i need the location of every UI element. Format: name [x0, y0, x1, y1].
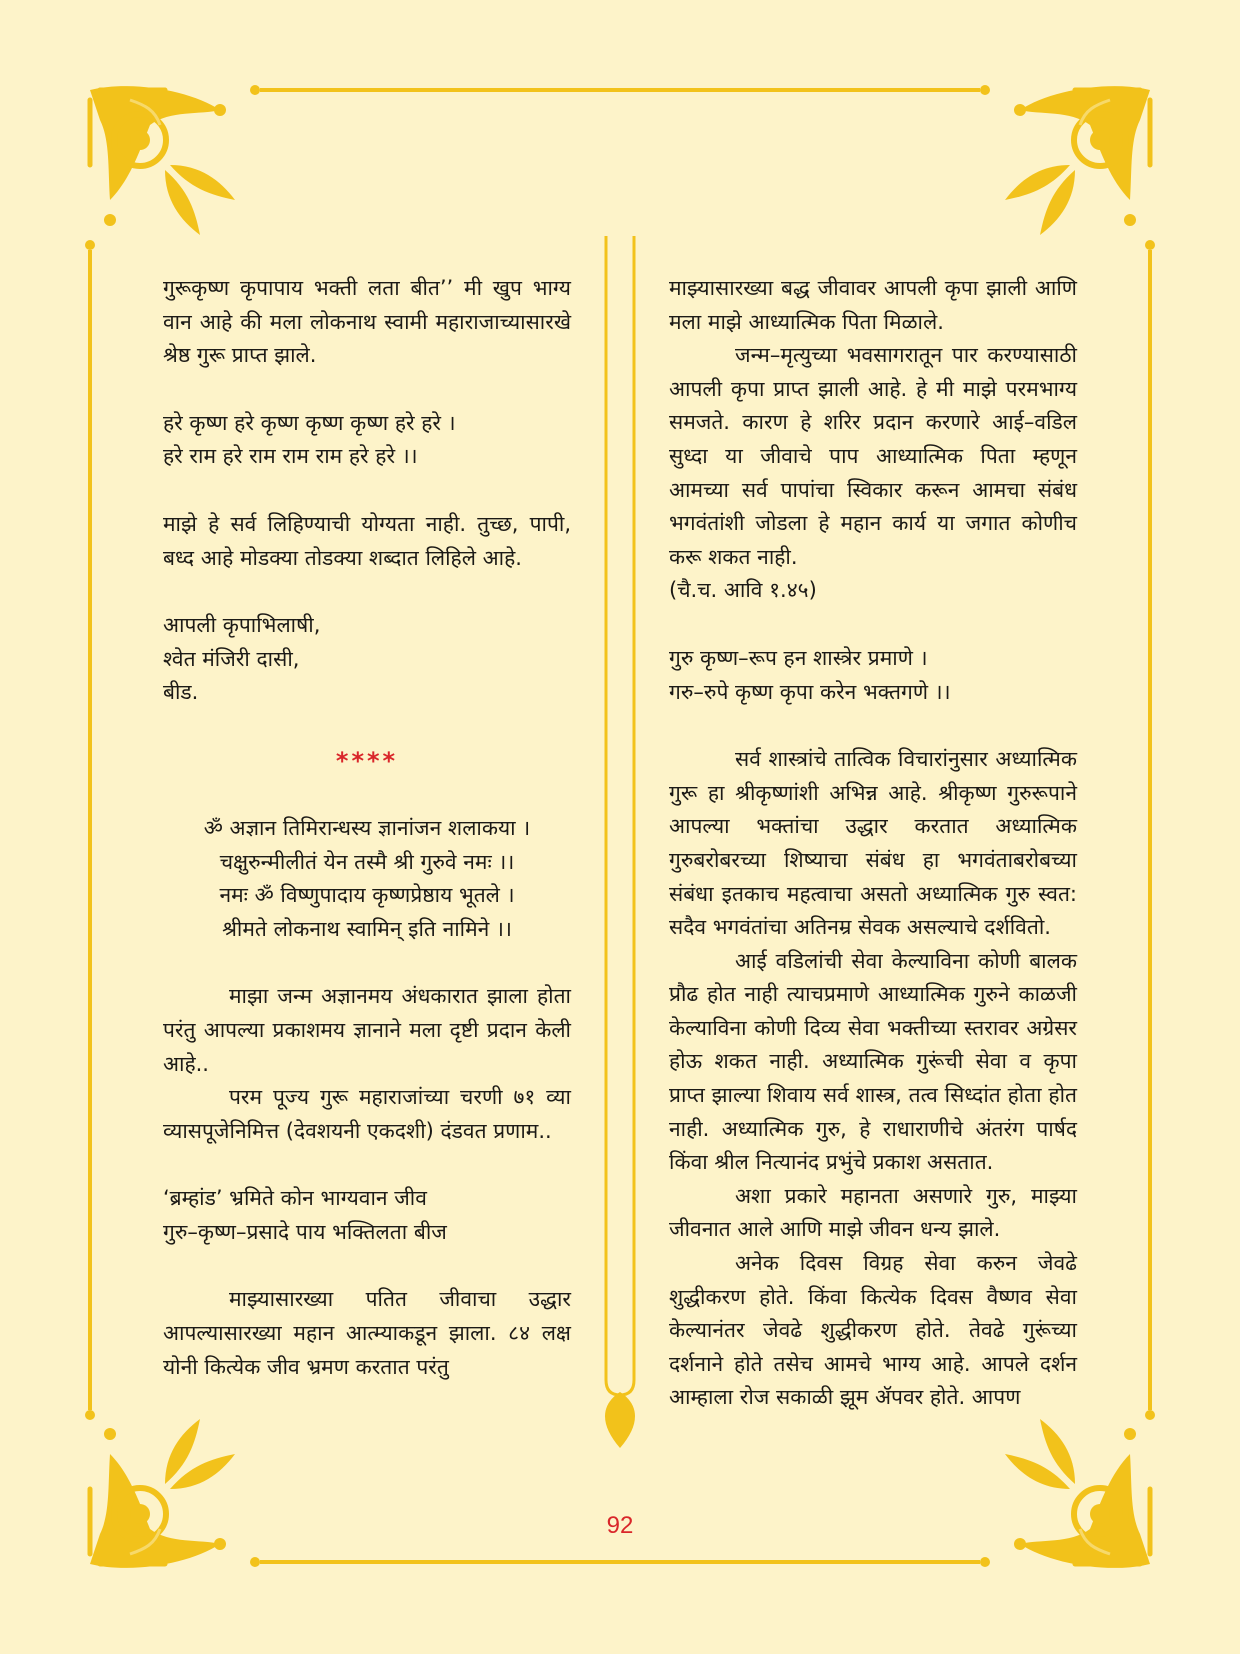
verse-line: ॐ अज्ञान तिमिरान्धस्य ज्ञानांजन शलाकया ।	[203, 815, 531, 840]
signature	[163, 609, 571, 710]
mantra-line: हरे राम हरे राम राम राम हरे हरे ।।	[163, 444, 418, 469]
corner-ornament-icon	[1005, 1419, 1150, 1568]
verse-line: नमः ॐ विष्णुपादाय कृष्णप्रेष्ठाय भूतले ।	[219, 883, 515, 908]
paragraph: माझा जन्म अज्ञानमय अंधकारात झाला होता परंतु आपल्या प्रकाशमय ज्ञानाने मला दृष्टी प्रदान केली आहे..	[163, 984, 571, 1076]
center-divider-drop-icon	[605, 1392, 635, 1448]
verse-line: श्रीमते लोकनाथ स्वामिन् इति नामिने ।।	[222, 916, 512, 941]
paragraph: परम पूज्य गुरू महाराजांच्या चरणी ७१ व्या व्यासपूजेनिमित्त (देवशयनी एकदशी) दंडवत प्रणाम..	[163, 1085, 571, 1143]
couplet-line: गरु–रुपे कृष्ण कृपा करेन भक्तगणे ।।	[669, 679, 951, 704]
paragraph: माझ्यासारख्या पतित जीवाचा उद्धार आपल्यासारख्या महान आत्म्याकडून झाला. ८४ लक्ष योनी कित्येक जीव भ्रमण करतात परंतु	[163, 1287, 571, 1379]
signature-line: आपली कृपाभिलाषी,	[163, 613, 321, 638]
mantra-line: हरे कृष्ण हरे कृष्ण कृष्ण कृष्ण हरे हरे ।	[163, 410, 456, 435]
mantra	[163, 407, 571, 474]
right-column	[669, 272, 1077, 1415]
paragraph: माझे हे सर्व लिहिण्याची योग्यता नाही. तुच्छ, पापी, बध्द आहे मोडक्या तोडक्या शब्दात लिहिले आहे.	[163, 511, 571, 570]
page-number: 92	[606, 1512, 634, 1539]
paragraph: अशा प्रकारे महानता असणारे गुरु, माझ्या जीवनात आले आणि माझे जीवन धन्य झाले.	[669, 1183, 1077, 1242]
paragraph: अनेक दिवस विग्रह सेवा करुन जेवढे शुद्धीकरण होते. किंवा कित्येक दिवस वैष्णव सेवा केल्यानंतर जेवढे शुद्धीकरण होते. तेवढे गुरूंच्या दर्शनाने होते तसेच आमचे भाग्य आहे. आपले दर्शन आम्हाला रोज सकाळी झूम ॲपवर होते. आपण	[669, 1251, 1077, 1410]
center-divider	[605, 236, 635, 1448]
paragraph: गुरूकृष्ण कृपापाय भक्ती लता बीत’’ मी खुप भाग्य वान आहे की मला लोकनाथ स्वामी महाराजाच्यासारखे श्रेष्ठ गुरू प्राप्त झाले.	[163, 276, 571, 368]
reference: (चै.च. आवि १.४५)	[669, 578, 817, 603]
signature-line: बीड.	[163, 680, 199, 705]
corner-ornament-icon	[90, 1419, 235, 1568]
corner-ornament-icon	[90, 86, 235, 235]
couplet	[669, 642, 1077, 709]
left-column	[163, 272, 571, 1384]
couplet	[163, 1182, 571, 1249]
verse-line: चक्षुरुन्मीलीतं येन तस्मै श्री गुरुवे नमः ।।	[219, 849, 515, 874]
paragraph: जन्म–मृत्युच्या भवसागरातून पार करण्यासाठी आपली कृपा प्राप्त झाली आहे. हे मी माझे परमभाग्य समजते. कारण हे शरिर प्रदान करणारे आई–वडिल सुध्दा या जीवाचे पाप आध्यात्मिक पिता म्हणून आमच्या सर्व पापांचा स्विकार करून आमचा संबंध भगवंतांशी जोडला हे महान कार्य या जगात कोणीच करू शकत नाही.	[669, 343, 1077, 569]
paragraph: आई वडिलांची सेवा केल्याविना कोणी बालक प्रौढ होत नाही त्याचप्रमाणे आध्यात्मिक गुरुने काळजी केल्याविना कोणी दिव्य सेवा भक्तीच्या स्तरावर अग्रेसर होऊ शकत नाही. अध्यात्मिक गुरूंची सेवा व कृपा प्राप्त झाल्या शिवाय सर्व शास्त्र, तत्व सिध्दांत होता होत नाही. अध्यात्मिक गुरु, हे राधाराणीचे अंतरंग पार्षद किंवा श्रील नित्यानंद प्रभुंचे प्रकाश असतात.	[669, 948, 1077, 1175]
paragraph: माझ्यासारख्या बद्ध जीवावर आपली कृपा झाली आणि मला माझे आध्यात्मिक पिता मिळाले.	[669, 276, 1077, 334]
verse	[163, 812, 571, 946]
couplet-line: गुरु कृष्ण–रूप हन शास्त्रेर प्रमाणे ।	[669, 645, 928, 670]
separator-stars: ****	[335, 746, 399, 775]
couplet-line: गुरु–कृष्ण–प्रसादे पाय भक्तिलता बीज	[163, 1219, 447, 1244]
corner-ornament-icon	[1005, 86, 1150, 235]
couplet-line: ‘ब्रम्हांड’ भ्रमिते कोन भाग्यवान जीव	[163, 1186, 427, 1211]
paragraph: सर्व शास्त्रांचे तात्विक विचारांनुसार अध्यात्मिक गुरू हा श्रीकृष्णांशी अभिन्न आहे. श्रीकृष्ण गुरुरूपाने आपल्या भक्तांचा उद्धार करतात अध्यात्मिक गुरुबरोबरच्या शिष्याचा संबंध हा भगवंताबरोबच्या संबंधा इतकाच महत्वाचा असतो अध्यात्मिक गुरु स्वत: सदैव भगवंतांचा अतिनम्र सेवक असल्याचे दर्शवितो.	[669, 747, 1077, 940]
signature-line: श्वेत मंजिरी दासी,	[163, 646, 300, 671]
